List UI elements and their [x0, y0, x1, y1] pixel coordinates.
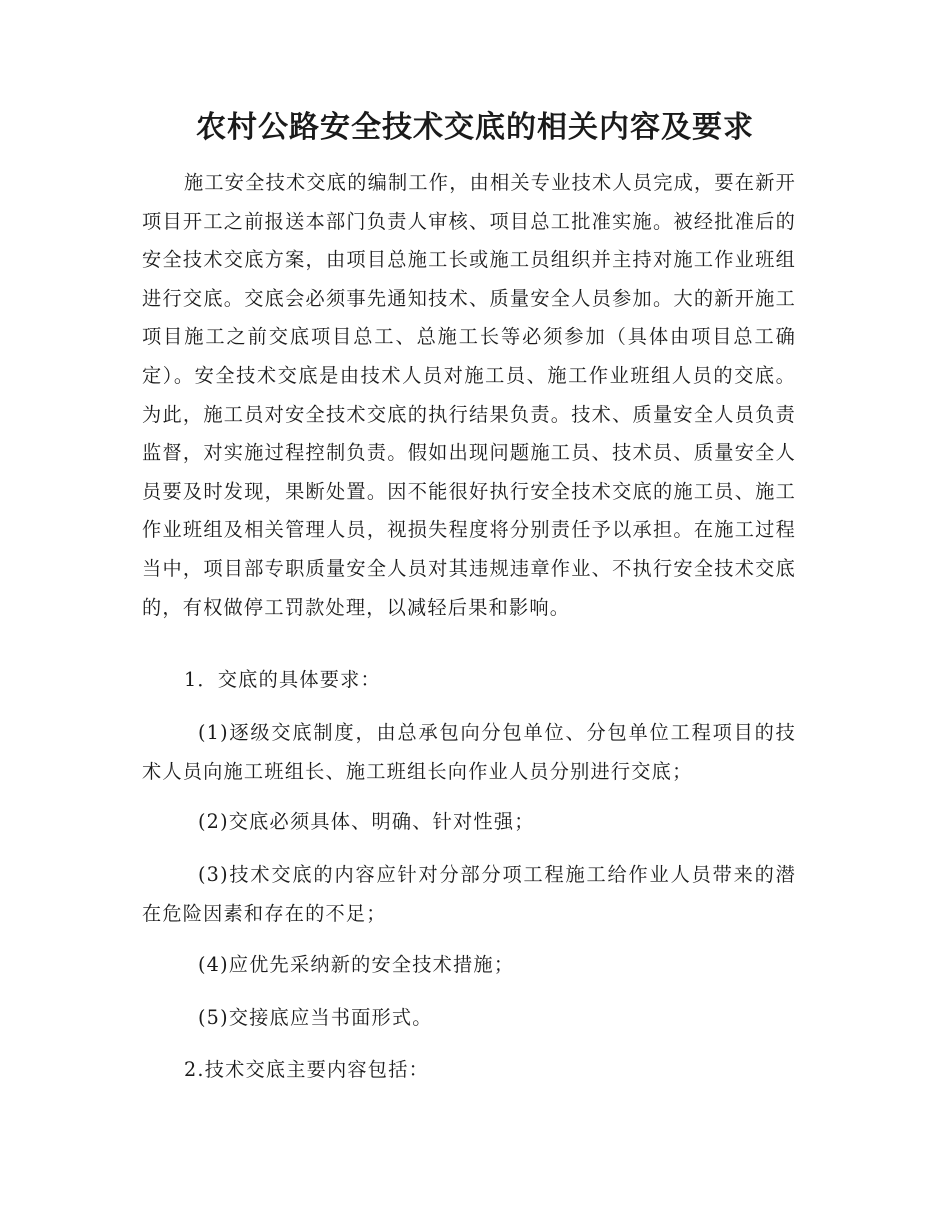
requirement-item-3: (3)技术交底的内容应针对分部分项工程施工给作业人员带来的潜在危险因素和存在的不足； — [142, 863, 796, 925]
requirement-item-5: (5)交接底应当书面形式。 — [198, 1006, 433, 1029]
requirement-item-4: (4)应优先采纳新的安全技术措施； — [198, 953, 515, 976]
section-2-heading: 2.技术交底主要内容包括： — [184, 1058, 429, 1081]
requirement-item-1: (1)逐级交底制度，由总承包向分包单位、分包单位工程项目的技术人员向施工班组长、施工班组长向作业人员分别进行交底； — [142, 721, 796, 783]
document-title: 农村公路安全技术交底的相关内容及要求 — [196, 110, 754, 145]
section-1-heading: 1．交底的具体要求： — [184, 668, 381, 691]
intro-paragraph: 施工安全技术交底的编制工作，由相关专业技术人员完成，要在新开项目开工之前报送本部门负责人审核、项目总工批准实施。被经批准后的安全技术交底方案，由项目总施工长或施工员组织并主持对施工作业班组进行交底。交底会必须事先通知技术、质量安全人员参加。大的新开施工项目施工之前交底项目总工、总施工长等必须参加（具体由项目总工确定）。安全技术交底是由技术人员对施工员、施工作业班组人员的交底。为此，施工员对安全技术交底的执行结果负责。技术、质量安全人员负责监督，对实施过程控制负责。假如出现问题施工员、技术员、质量安全人员要及时发现，果断处置。因不能很好执行安全技术交底的施工员、施工作业班组及相关管理人员，视损失程度将分别责任予以承担。在施工过程当中，项目部专职质量安全人员对其违规违章作业、不执行安全技术交底的，有权做停工罚款处理，以减轻后果和影响。 — [142, 171, 796, 619]
requirement-item-2: (2)交底必须具体、明确、针对性强； — [198, 810, 535, 833]
